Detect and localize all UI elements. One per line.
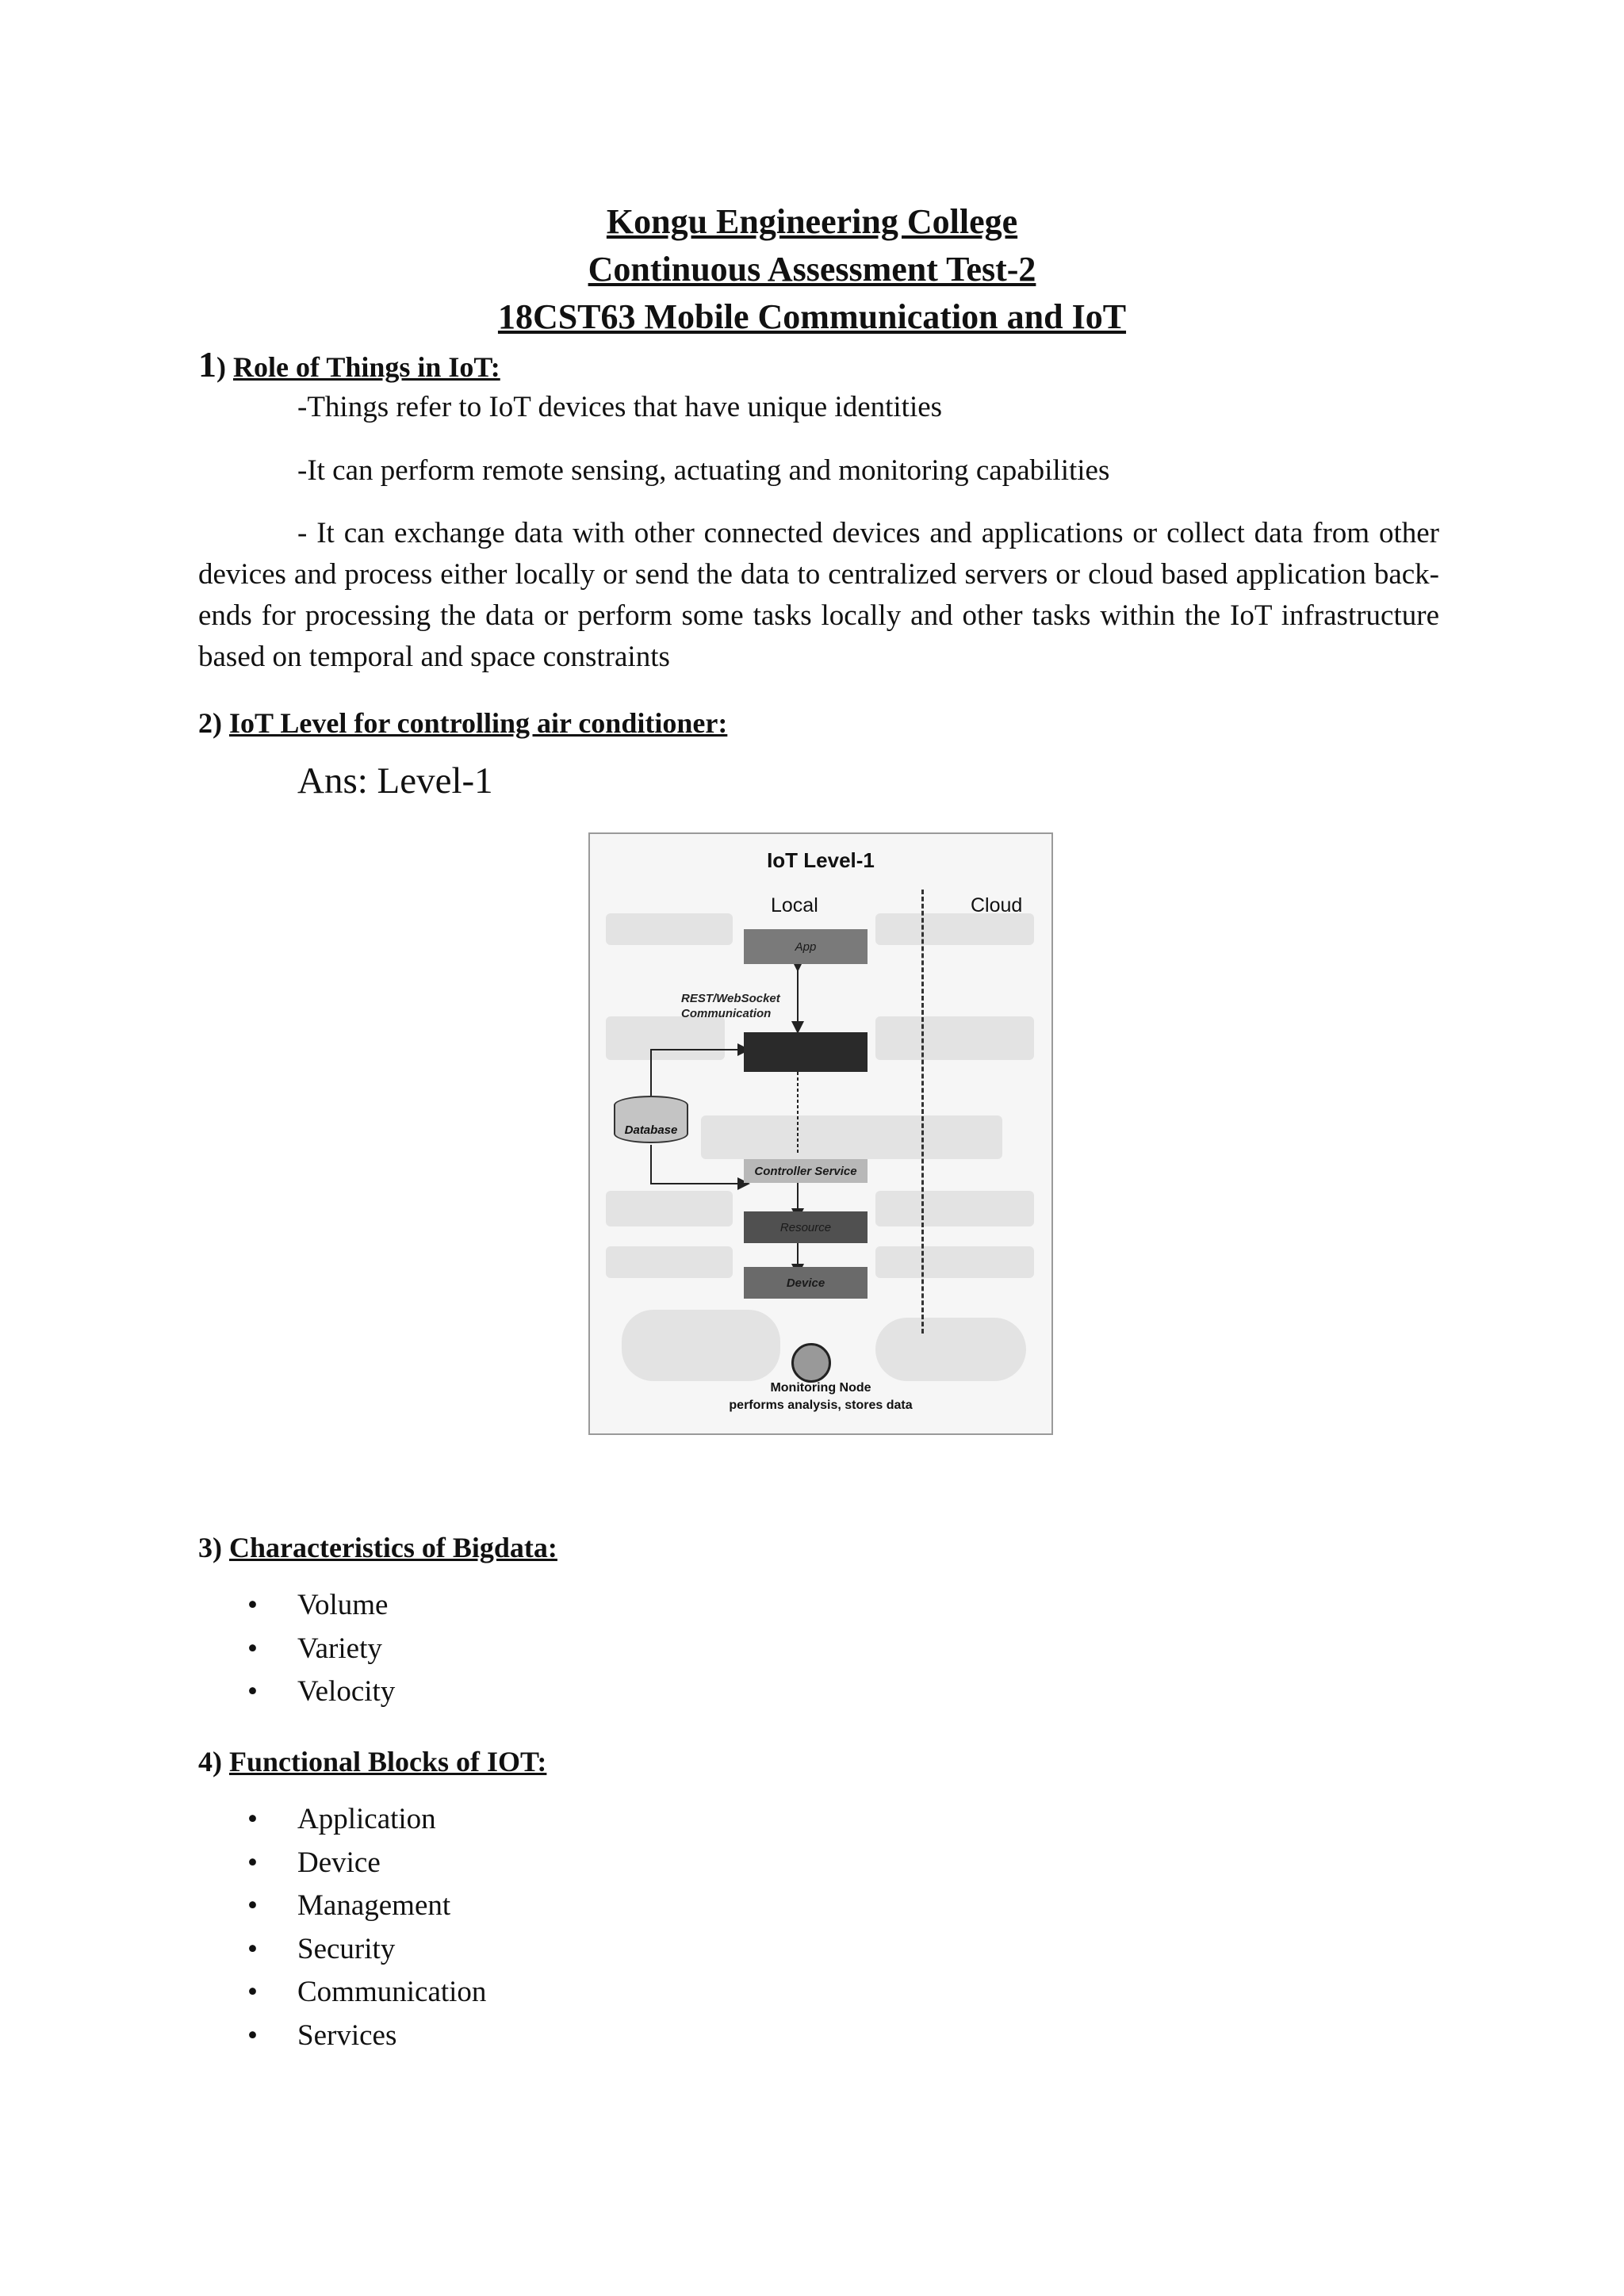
- iot-level-1-figure: [588, 832, 1053, 1435]
- rest-label-line-1: REST/WebSocket: [681, 992, 780, 1005]
- app-block: App: [744, 929, 868, 964]
- list-item: • Device: [198, 1842, 486, 1885]
- q4-heading-text: Functional Blocks of IOT:: [229, 1746, 547, 1777]
- rest-websocket-label: [681, 991, 780, 1021]
- functional-blocks-list: [198, 1798, 486, 2057]
- q4-number: 4): [198, 1746, 222, 1777]
- q2-heading-text: IoT Level for controlling air conditioner:: [229, 707, 728, 739]
- rest-service-block: [744, 1032, 868, 1072]
- document-header: [0, 198, 1624, 341]
- list-item: • Management: [198, 1885, 486, 1928]
- list-item: • Velocity: [198, 1670, 395, 1714]
- monitoring-node-label: Monitoring Node: [770, 1381, 871, 1395]
- q3-heading-text: Characteristics of Bigdata:: [229, 1532, 557, 1563]
- figure-cloud-label: Cloud: [971, 894, 1023, 916]
- q1-heading: [198, 346, 500, 386]
- device-block: Device: [744, 1267, 868, 1299]
- q1-point-2: -It can perform remote sensing, actuating and monitoring capabilities: [297, 454, 1110, 487]
- test-name: Continuous Assessment Test-2: [588, 250, 1036, 289]
- course-title: 18CST63 Mobile Communication and IoT: [497, 297, 1127, 336]
- q3-heading: [198, 1529, 557, 1567]
- q4-heading: [198, 1743, 546, 1781]
- college-name: Kongu Engineering College: [606, 202, 1018, 241]
- monitoring-node-circle: [791, 1343, 831, 1383]
- bigdata-list: [198, 1584, 395, 1714]
- figure-title: IoT Level-1: [767, 848, 875, 872]
- controller-service-block: Controller Service: [744, 1159, 868, 1183]
- q1-point-1: -Things refer to IoT devices that have unique identities: [297, 391, 943, 423]
- list-item: • Communication: [198, 1971, 486, 2015]
- q2-number: 2): [198, 707, 222, 739]
- q1-number-suffix: ): [216, 351, 226, 383]
- figure-local-label: Local: [771, 894, 818, 916]
- q2-heading: [198, 704, 727, 742]
- q3-number: 3): [198, 1532, 222, 1563]
- monitoring-node-sublabel: performs analysis, stores data: [729, 1399, 913, 1412]
- database-cylinder: Database: [614, 1096, 688, 1143]
- list-item: • Volume: [198, 1584, 395, 1628]
- list-item: • Services: [198, 2015, 486, 2058]
- rest-label-line-2: Communication: [681, 1007, 772, 1020]
- q2-answer: Ans: Level-1: [297, 760, 493, 802]
- list-item: • Variety: [198, 1628, 395, 1671]
- list-item: • Security: [198, 1928, 486, 1972]
- q1-point-3: - It can exchange data with other connected devices and applications or collect data from other devices and process either locally or send the data to centralized servers or cloud based application back-ends for processing the data or perform some tasks locally and other tasks within the IoT infrastructure based on temporal and space constraints: [198, 517, 1439, 673]
- q1-number: 1: [198, 344, 216, 385]
- resource-block: Resource: [744, 1211, 868, 1243]
- list-item: • Application: [198, 1798, 486, 1842]
- q1-heading-text: Role of Things in IoT:: [233, 351, 500, 383]
